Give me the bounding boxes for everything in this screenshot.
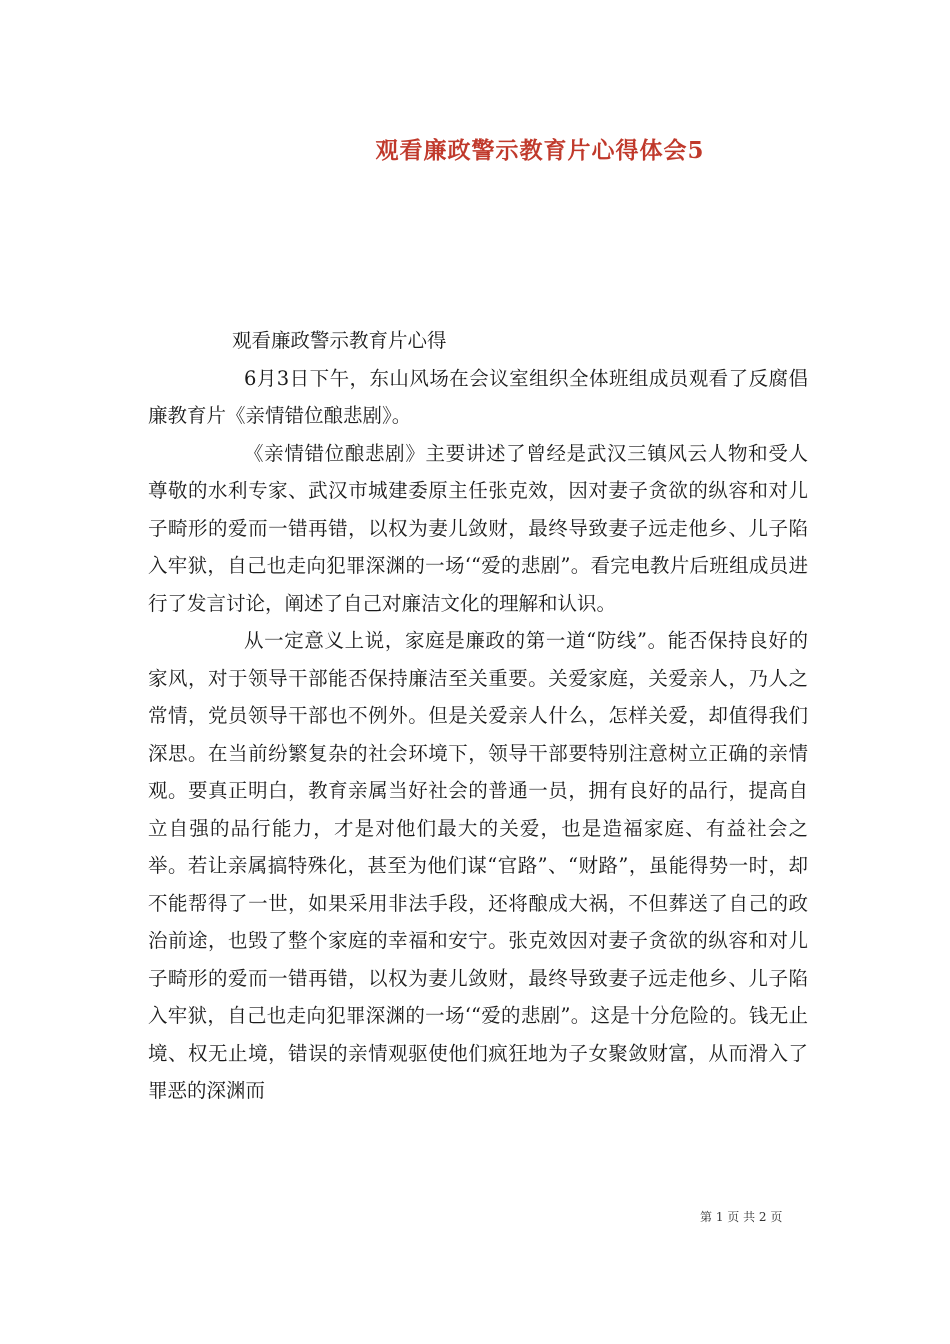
paragraph-2: 《亲情错位酿悲剧》主要讲述了曾经是武汉三镇风云人物和受人尊敬的水利专家、武汉市城建委原主任张克效，因对妻子贪欲的纵容和对儿子畸形的爱而一错再错，以权为妻儿敛财，最终导致妻子远走他乡、儿子陷入牢狱，自己也走向犯罪深渊的一场‘“爱的悲剧”。看完电教片后班组成员进行了发言讨论，阐述了自己对廉洁文化的理解和认识。 bbox=[148, 441, 808, 615]
page-footer: 第 1 页 共 2 页 bbox=[700, 1210, 783, 1224]
document-body bbox=[148, 322, 808, 1110]
document-title: 观看廉政警示教育片心得体会5 bbox=[375, 137, 705, 164]
paragraph-3: 从一定意义上说，家庭是廉政的第一道“防线”。能否保持良好的家风，对于领导干部能否保持廉洁至关重要。关爱家庭，关爱亲人，乃人之常情，党员领导干部也不例外。但是关爱亲人什么，怎样关爱，却值得我们深思。在当前纷繁复杂的社会环境下，领导干部要特别注意树立正确的亲情观。要真正明白，教育亲属当好社会的普通一员，拥有良好的品行，提高自立自强的品行能力，才是对他们最大的关爱，也是造福家庭、有益社会之举。若让亲属搞特殊化，甚至为他们谋“官路”、“财路”，虽能得势一时，却不能帮得了一世，如果采用非法手段，还将酿成大祸，不但葬送了自己的政治前途，也毁了整个家庭的幸福和安宁。张克效因对妻子贪欲的纵容和对儿子畸形的爱而一错再错，以权为妻儿敛财，最终导致妻子远走他乡、儿子陷入牢狱，自己也走向犯罪深渊的一场‘“爱的悲剧”。这是十分危险的。钱无止境、权无止境，错误的亲情观驱使他们疯狂地为子女聚敛财富，从而滑入了罪恶的深渊而 bbox=[148, 629, 808, 1102]
paragraph-1: 6月3日下午，东山风场在会议室组织全体班组成员观看了反腐倡廉教育片《亲情错位酿悲剧》。 bbox=[148, 366, 808, 427]
section-heading: 观看廉政警示教育片心得 bbox=[232, 329, 447, 352]
